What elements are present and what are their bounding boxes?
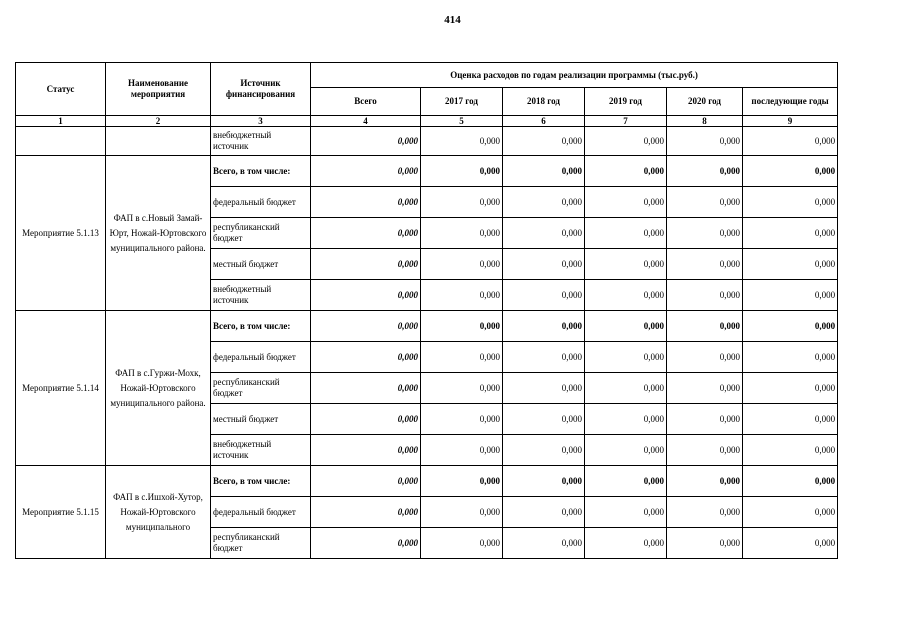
value-2018: 0,000 (503, 466, 585, 497)
table-row (16, 466, 838, 497)
value-2018: 0,000 (503, 218, 585, 249)
header-estimate: Оценка расходов по годам реализации программы (тыс.руб.) (311, 63, 838, 88)
value-later: 0,000 (743, 528, 838, 559)
value-total: 0,000 (311, 127, 421, 156)
col-number: 2 (106, 116, 211, 127)
value-total: 0,000 (311, 497, 421, 528)
budget-table (15, 62, 838, 559)
value-2017: 0,000 (421, 404, 503, 435)
value-later: 0,000 (743, 373, 838, 404)
value-2020: 0,000 (667, 373, 743, 404)
value-2019: 0,000 (585, 218, 667, 249)
source-cell: Всего, в том числе: (211, 311, 311, 342)
source-cell: республиканский бюджет (211, 528, 311, 559)
value-total: 0,000 (311, 466, 421, 497)
source-cell: федеральный бюджет (211, 497, 311, 528)
value-2020: 0,000 (667, 127, 743, 156)
header-name: Наименование мероприятия (106, 63, 211, 116)
value-2017: 0,000 (421, 127, 503, 156)
value-2017: 0,000 (421, 435, 503, 466)
value-later: 0,000 (743, 218, 838, 249)
status-cell (16, 127, 106, 156)
value-total: 0,000 (311, 187, 421, 218)
name-cell: ФАП в с.Новый Замай-Юрт, Ножай-Юртовского муниципального района. (106, 156, 211, 311)
value-2019: 0,000 (585, 373, 667, 404)
value-later: 0,000 (743, 435, 838, 466)
value-2020: 0,000 (667, 497, 743, 528)
table-row (16, 156, 838, 187)
col-number: 7 (585, 116, 667, 127)
table-row (16, 127, 838, 156)
value-later: 0,000 (743, 187, 838, 218)
header-2019: 2019 год (585, 88, 667, 116)
name-cell (106, 127, 211, 156)
value-2018: 0,000 (503, 528, 585, 559)
source-cell: Всего, в том числе: (211, 466, 311, 497)
value-2020: 0,000 (667, 466, 743, 497)
value-2020: 0,000 (667, 528, 743, 559)
value-2017: 0,000 (421, 249, 503, 280)
value-2018: 0,000 (503, 187, 585, 218)
value-2017: 0,000 (421, 156, 503, 187)
value-2019: 0,000 (585, 249, 667, 280)
col-number: 4 (311, 116, 421, 127)
value-2017: 0,000 (421, 466, 503, 497)
value-later: 0,000 (743, 466, 838, 497)
col-number: 6 (503, 116, 585, 127)
value-total: 0,000 (311, 404, 421, 435)
header-2020: 2020 год (667, 88, 743, 116)
value-2018: 0,000 (503, 435, 585, 466)
value-total: 0,000 (311, 156, 421, 187)
page-number: 414 (444, 14, 461, 26)
value-total: 0,000 (311, 249, 421, 280)
source-cell: внебюджетный источник (211, 127, 311, 156)
status-cell: Мероприятие 5.1.14 (16, 311, 106, 466)
value-2018: 0,000 (503, 280, 585, 311)
col-number: 9 (743, 116, 838, 127)
value-2020: 0,000 (667, 249, 743, 280)
source-cell: федеральный бюджет (211, 342, 311, 373)
value-later: 0,000 (743, 127, 838, 156)
source-cell: республиканский бюджет (211, 218, 311, 249)
value-2019: 0,000 (585, 497, 667, 528)
value-later: 0,000 (743, 404, 838, 435)
value-2017: 0,000 (421, 342, 503, 373)
source-cell: федеральный бюджет (211, 187, 311, 218)
source-cell: внебюджетный источник (211, 280, 311, 311)
value-total: 0,000 (311, 280, 421, 311)
value-2019: 0,000 (585, 280, 667, 311)
value-2020: 0,000 (667, 404, 743, 435)
name-cell: ФАП в с.Ишхой-Хутор, Ножай-Юртовского муниципального (106, 466, 211, 559)
status-cell: Мероприятие 5.1.13 (16, 156, 106, 311)
value-2020: 0,000 (667, 311, 743, 342)
value-total: 0,000 (311, 373, 421, 404)
value-2017: 0,000 (421, 280, 503, 311)
status-cell: Мероприятие 5.1.15 (16, 466, 106, 559)
source-cell: Всего, в том числе: (211, 156, 311, 187)
col-number: 8 (667, 116, 743, 127)
value-2018: 0,000 (503, 127, 585, 156)
value-2018: 0,000 (503, 404, 585, 435)
value-2019: 0,000 (585, 156, 667, 187)
col-number: 1 (16, 116, 106, 127)
value-2020: 0,000 (667, 218, 743, 249)
value-2018: 0,000 (503, 249, 585, 280)
value-2017: 0,000 (421, 311, 503, 342)
value-2019: 0,000 (585, 404, 667, 435)
value-2017: 0,000 (421, 497, 503, 528)
source-cell: республиканский бюджет (211, 373, 311, 404)
header-2017: 2017 год (421, 88, 503, 116)
value-2019: 0,000 (585, 466, 667, 497)
value-2020: 0,000 (667, 187, 743, 218)
value-total: 0,000 (311, 435, 421, 466)
value-later: 0,000 (743, 249, 838, 280)
value-2018: 0,000 (503, 311, 585, 342)
source-cell: внебюджетный источник (211, 435, 311, 466)
value-later: 0,000 (743, 156, 838, 187)
value-2020: 0,000 (667, 280, 743, 311)
value-2017: 0,000 (421, 528, 503, 559)
col-number: 5 (421, 116, 503, 127)
value-2017: 0,000 (421, 187, 503, 218)
value-total: 0,000 (311, 311, 421, 342)
value-2019: 0,000 (585, 311, 667, 342)
value-later: 0,000 (743, 497, 838, 528)
table-row (16, 311, 838, 342)
value-2019: 0,000 (585, 528, 667, 559)
value-2018: 0,000 (503, 373, 585, 404)
source-cell: местный бюджет (211, 249, 311, 280)
value-2018: 0,000 (503, 497, 585, 528)
header-2018: 2018 год (503, 88, 585, 116)
value-2019: 0,000 (585, 127, 667, 156)
value-2020: 0,000 (667, 342, 743, 373)
name-cell: ФАП в с.Гуржи-Мохк, Ножай-Юртовского муниципального района. (106, 311, 211, 466)
value-total: 0,000 (311, 218, 421, 249)
header-later: последующие годы (743, 88, 838, 116)
value-2018: 0,000 (503, 156, 585, 187)
value-later: 0,000 (743, 280, 838, 311)
value-later: 0,000 (743, 311, 838, 342)
header-source: Источник финансирования (211, 63, 311, 116)
value-2020: 0,000 (667, 435, 743, 466)
value-2017: 0,000 (421, 218, 503, 249)
header-total: Всего (311, 88, 421, 116)
value-2017: 0,000 (421, 373, 503, 404)
value-later: 0,000 (743, 342, 838, 373)
value-2020: 0,000 (667, 156, 743, 187)
col-number: 3 (211, 116, 311, 127)
value-2019: 0,000 (585, 435, 667, 466)
header-status: Статус (16, 63, 106, 116)
value-total: 0,000 (311, 528, 421, 559)
value-2019: 0,000 (585, 187, 667, 218)
value-total: 0,000 (311, 342, 421, 373)
value-2018: 0,000 (503, 342, 585, 373)
source-cell: местный бюджет (211, 404, 311, 435)
value-2019: 0,000 (585, 342, 667, 373)
